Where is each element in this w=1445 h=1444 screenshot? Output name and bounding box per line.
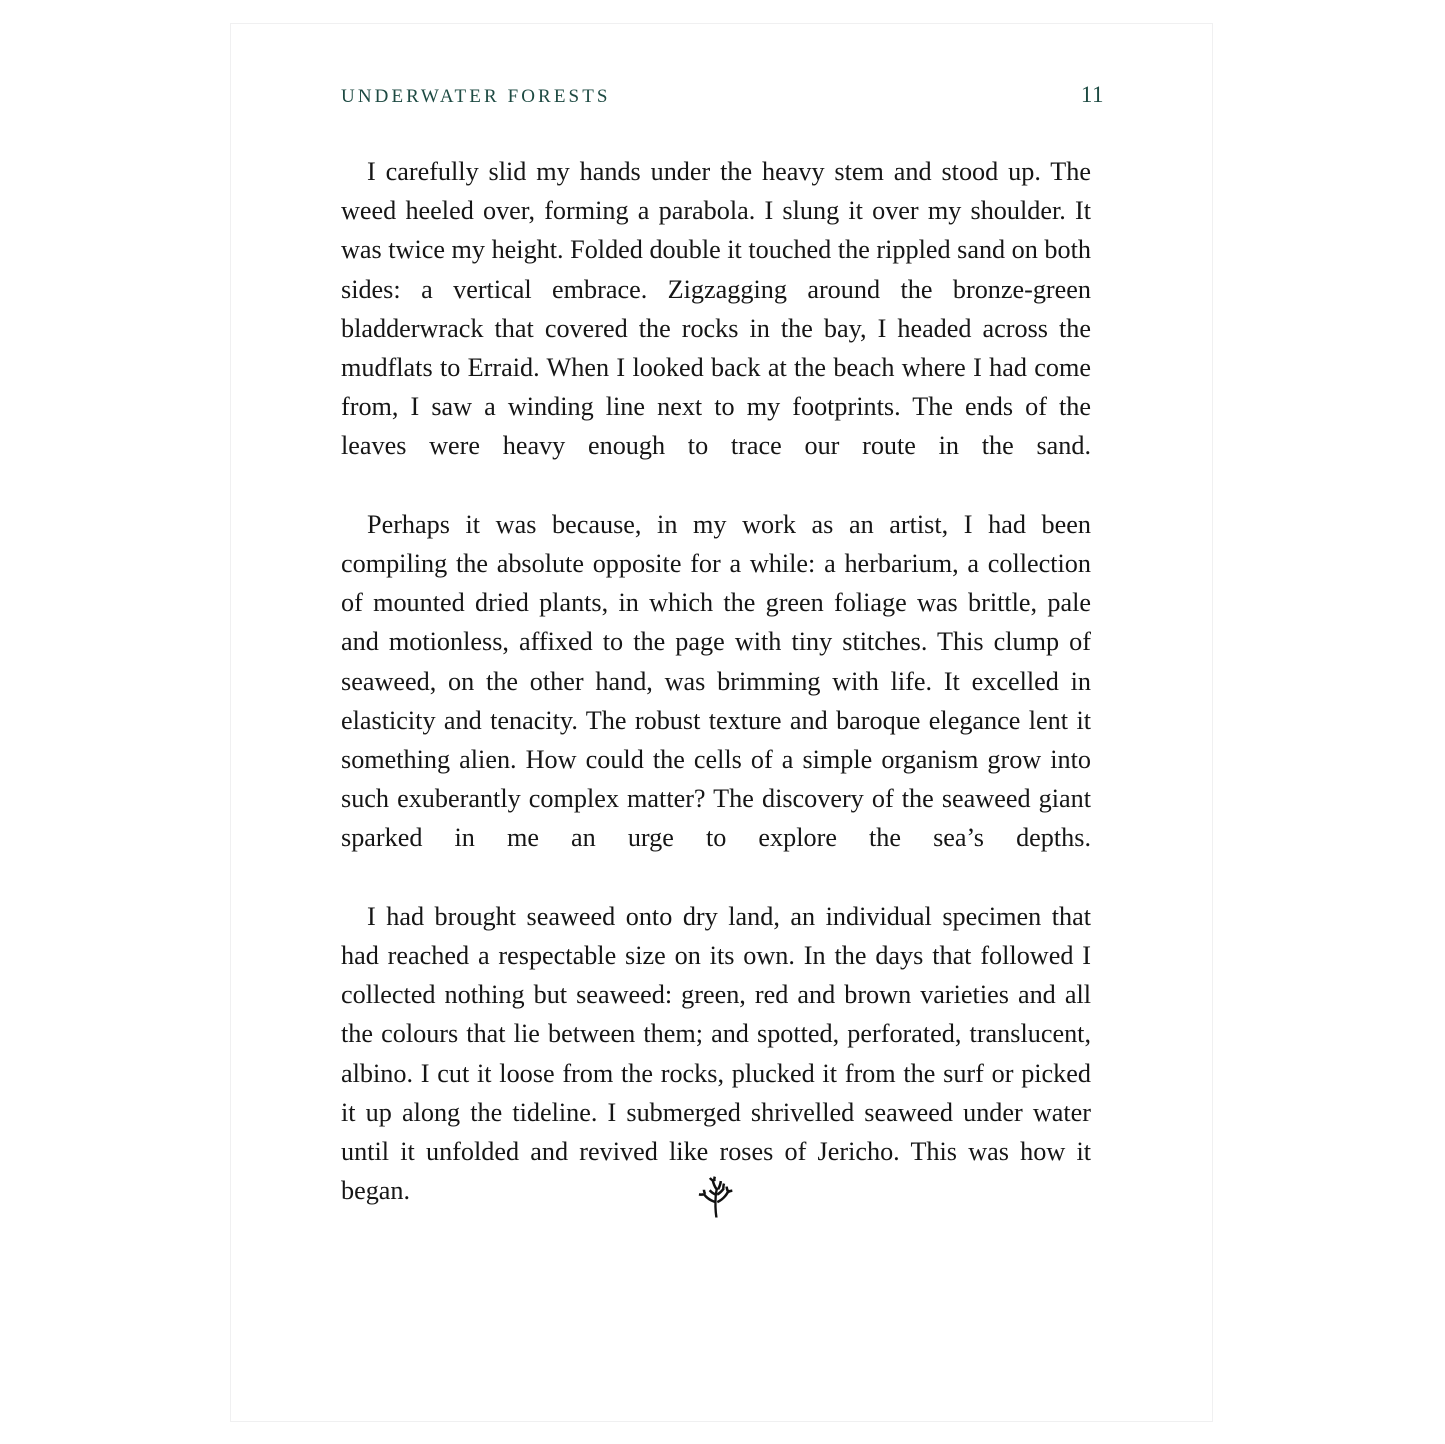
running-head [341, 82, 1104, 112]
paragraph-2: Perhaps it was because, in my work as an artist, I had been compiling the absolute opposite for a while: a herbarium, a collection of mounted dried plants, in which the green foliage was brittle, pale and motionless, affixed to the page with tiny stitches. This clump of seaweed, on the other hand, was brimming with life. It excelled in elasticity and tenacity. The robust texture and baroque elegance lent it something alien. How could the cells of a simple organism grow into such exuberantly complex matter? The discovery of the seaweed giant sparked in me an urge to explore the sea’s depths. [341, 509, 1091, 853]
page-number: 11 [1080, 82, 1104, 107]
seaweed-ornament-icon [696, 1174, 736, 1218]
book-page-sheet [230, 23, 1213, 1422]
body-text-column [341, 152, 1091, 1250]
ornament-row [341, 1174, 1091, 1218]
running-head-title: UNDERWATER FORESTS [341, 86, 611, 107]
paragraph-3: I had brought seaweed onto dry land, an individual specimen that had reached a respectable size on its own. In the days that followed I collected nothing but seaweed: green, red and brown varieties and all the colours that lie between them; and spotted, perforated, translucent, albino. I cut it loose from the rocks, plucked it from the surf or picked it up along the tideline. I submerged shrivelled seaweed under water until it unfolded and revived like roses of Jericho. This was how it began. [341, 901, 1091, 1206]
paragraph-1: I carefully slid my hands under the heavy stem and stood up. The weed heeled over, forming a parabola. I slung it over my shoulder. It was twice my height. Folded double it touched the rippled sand on both sides: a vertical embrace. Zigzagging around the bronze-green bladderwrack that covered the rocks in the bay, I headed across the mudflats to Erraid. When I looked back at the beach where I had come from, I saw a winding line next to my footprints. The ends of the leaves were heavy enough to trace our route in the sand. [341, 157, 1091, 461]
